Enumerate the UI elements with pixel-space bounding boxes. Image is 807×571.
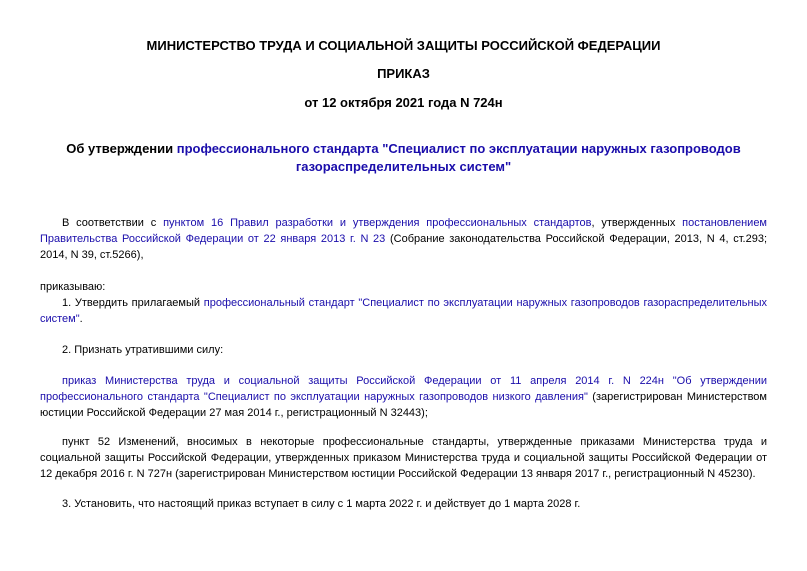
doc-type-heading: ПРИКАЗ xyxy=(377,66,430,81)
repealed-point-52-paragraph: пункт 52 Изменений, вносимых в некоторые профессиональные стандарты, утвержденные приказами Министерства труда и социальной защиты Российской Федерации, утвержденных приказом Министерства труда и социальной защиты Российской Федерации от 12 декабря 2016 г. N 727н (зарегистрирован Министерством юстиции Российской Федерации 13 января 2017 г., регистрационный N 45230). xyxy=(40,436,767,480)
preamble-text-1: В соответствии с xyxy=(62,217,164,229)
rules-point-16-link[interactable]: пунктом 16 Правил разработки и утверждения профессиональных стандартов xyxy=(163,217,592,229)
item-1-text-1: 1. Утвердить прилагаемый xyxy=(62,297,204,309)
document-title xyxy=(40,140,767,176)
preamble-text-2: , утвержденных xyxy=(591,217,683,229)
title-standard-link[interactable]: профессионального стандарта "Специалист по эксплуатации наружных газопроводов газораспределительных систем" xyxy=(176,141,741,174)
item-3-paragraph: 3. Установить, что настоящий приказ вступает в силу с 1 марта 2022 г. и действует до 1 марта 2028 г. xyxy=(62,498,581,510)
repealed-order-paragraph xyxy=(40,373,767,421)
repealed-order-224n-link[interactable]: приказ Министерства труда и социальной защиты Российской Федерации от 11 апреля 2014 г. N 224н "Об утверждении профессионального стандарта "Специалист по эксплуатации наружных газопроводов низкого давления" xyxy=(40,375,767,403)
order-verb: приказываю: xyxy=(40,281,106,293)
government-decree-link[interactable]: постановлением Правительства Российской Федерации от 22 января 2013 г. N 23 xyxy=(40,217,767,245)
title-prefix: Об утверждении xyxy=(66,141,177,156)
preamble-text-3: (Собрание законодательства Российской Федерации, 2013, N 4, ст.293; 2014, N 39, ст.5266), xyxy=(40,233,768,261)
date-number-heading: от 12 октября 2021 года N 724н xyxy=(304,95,503,110)
preamble-paragraph xyxy=(40,215,767,263)
repealed-order-text: (зарегистрирован Министерством юстиции Российской Федерации 27 мая 2014 г., регистрационный N 32443); xyxy=(40,391,767,419)
item-1-text-2: . xyxy=(79,313,83,325)
professional-standard-link[interactable]: профессиональный стандарт "Специалист по эксплуатации наружных газопроводов газораспределительных систем" xyxy=(40,297,768,325)
ministry-heading: МИНИСТЕРСТВО ТРУДА И СОЦИАЛЬНОЙ ЗАЩИТЫ РОССИЙСКОЙ ФЕДЕРАЦИИ xyxy=(146,38,661,53)
item-2-paragraph: 2. Признать утратившими силу: xyxy=(62,344,224,356)
item-1-paragraph xyxy=(40,295,767,327)
